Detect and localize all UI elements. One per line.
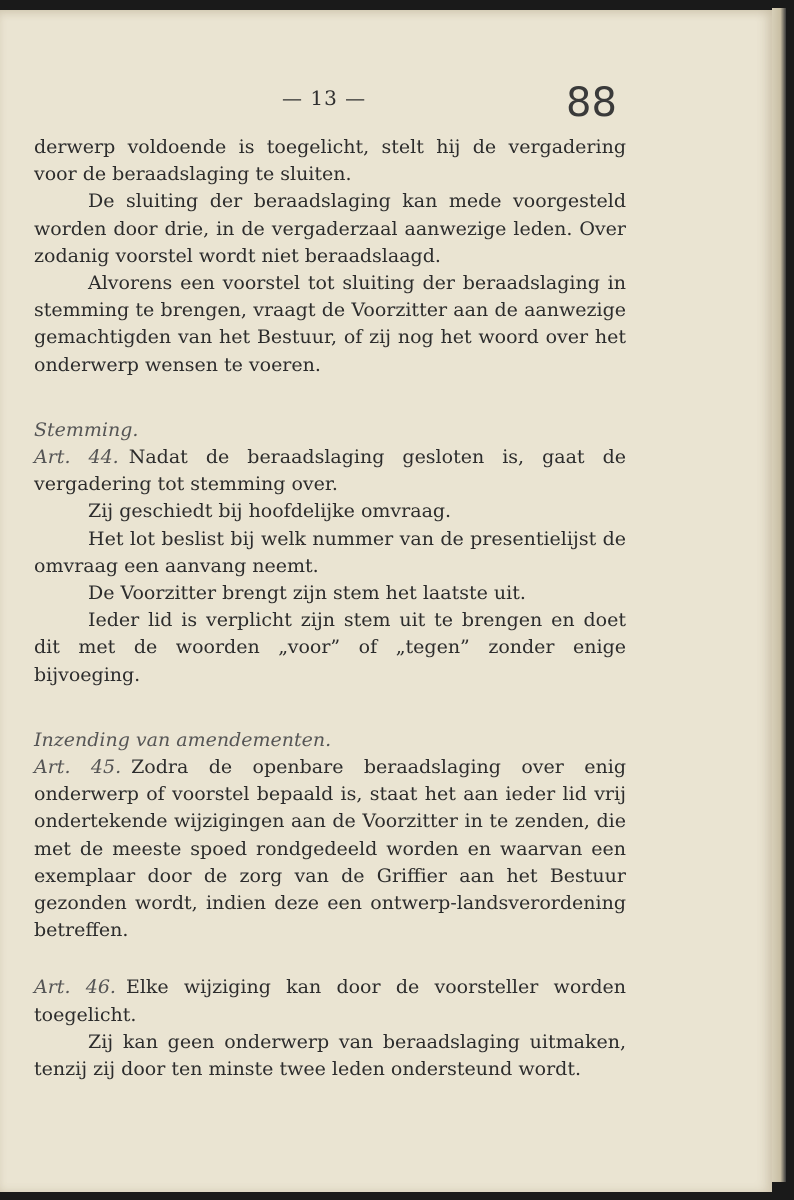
paragraph: De Voorzitter brengt zijn stem het laatste uit.	[88, 582, 526, 605]
article-text: Elke wijziging kan door de voorsteller worden toegelicht.	[34, 976, 626, 1026]
folio-number: 88	[566, 80, 617, 126]
paragraph: derwerp voldoende is toegelicht, stelt hij de vergadering voor de beraadslaging te sluiten.	[34, 136, 626, 186]
paragraph: Ieder lid is verplicht zijn stem uit te brengen en doet dit met de woorden „voor” of „tegen” zonder enige bijvoeging.	[34, 609, 626, 686]
paragraph: Zij kan geen onderwerp van beraadslaging uitmaken, tenzij zij door ten minste twee leden ondersteund wordt.	[34, 1030, 626, 1081]
article-label: Art. 45.	[34, 756, 122, 779]
article-text: Zodra de openbare beraadslaging over enig onderwerp of voorstel bepaald is, staat het aan ieder lid vrij ondertekende wijzigingen aan de Voorzitter in te zenden, die met de meeste spoed rondgedeeld worden en waarvan een exemplaar door de zorg van de Griffier aan het Bestuur gezonden wordt, indien deze een ontwerp-landsverordening betreffen.	[34, 756, 626, 942]
paragraph: Zij geschiedt bij hoofdelijke omvraag.	[88, 500, 452, 523]
paragraph: Het lot beslist bij welk nummer van de presentielijst de omvraag een aanvang neemt.	[34, 527, 626, 577]
section-heading-inzending: Inzending van amendementen.	[34, 728, 332, 751]
page-number: — 13 —	[282, 86, 367, 110]
document-page	[0, 10, 772, 1192]
article-45	[34, 754, 626, 944]
section-heading-stemming: Stemming.	[34, 418, 139, 441]
page-edge	[772, 8, 786, 1182]
article-text: Nadat de beraadslaging gesloten is, gaat de vergadering tot stemming over.	[34, 446, 627, 496]
paragraph: De sluiting der beraadslaging kan mede voorgesteld worden door drie, in de vergaderzaal aanwezige leden. Over zodanig voorstel wordt niet beraadslaagd.	[34, 190, 626, 267]
article-label: Art. 44.	[34, 446, 119, 469]
article-44	[34, 444, 626, 498]
article-label: Art. 46.	[34, 976, 116, 999]
paragraph: Alvorens een voorstel tot sluiting der beraadslaging in stemming te brengen, vraagt de Voorzitter aan de aanwezige gemachtigden van het Bestuur, of zij nog het woord over het onderwerp wensen te voeren.	[34, 272, 626, 376]
page-header	[0, 80, 772, 130]
article-46	[34, 974, 626, 1028]
body-text	[34, 134, 626, 1083]
